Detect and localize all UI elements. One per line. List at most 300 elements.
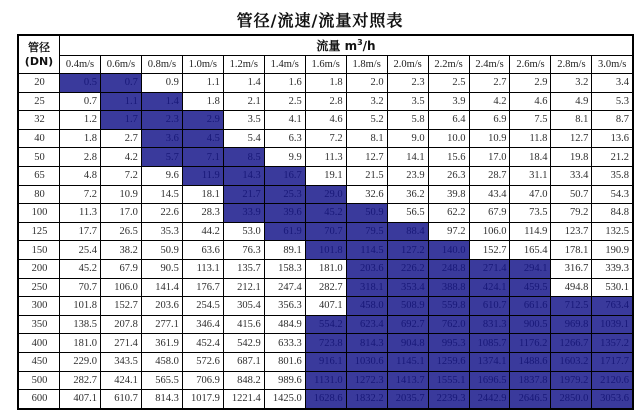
flow-value-cell: 19.8 xyxy=(551,148,592,167)
flow-value-cell: 9.0 xyxy=(387,129,428,148)
flow-value-cell: 458.0 xyxy=(346,297,387,316)
flow-value-cell: 2.1 xyxy=(223,92,264,111)
flow-value-cell: 5.2 xyxy=(346,111,387,130)
flow-value-cell: 995.3 xyxy=(428,334,469,353)
flow-value-cell: 3.4 xyxy=(592,74,633,93)
flow-value-cell: 61.9 xyxy=(264,222,305,241)
flow-value-cell: 14.5 xyxy=(141,185,182,204)
flow-value-cell: 763.4 xyxy=(592,297,633,316)
flow-value-cell: 35.8 xyxy=(592,166,633,185)
flow-value-cell: 56.5 xyxy=(387,204,428,223)
flow-value-cell: 36.2 xyxy=(387,185,428,204)
flow-value-cell: 14.3 xyxy=(223,166,264,185)
flow-value-cell: 21.5 xyxy=(346,166,387,185)
flow-value-cell: 1832.2 xyxy=(346,390,387,409)
flow-value-cell: 1628.6 xyxy=(305,390,346,409)
flow-value-cell: 39.8 xyxy=(428,185,469,204)
table-row xyxy=(18,148,633,167)
flow-value-cell: 0.5 xyxy=(60,74,101,93)
flow-value-cell: 203.6 xyxy=(141,297,182,316)
flow-value-cell: 559.8 xyxy=(428,297,469,316)
flow-value-cell: 76.3 xyxy=(223,241,264,260)
flow-value-cell: 8.7 xyxy=(592,111,633,130)
flow-rate-table xyxy=(17,34,634,410)
flow-value-cell: 1413.7 xyxy=(387,371,428,390)
flow-value-cell: 1.1 xyxy=(182,74,223,93)
flow-value-cell: 424.1 xyxy=(469,278,510,297)
flow-value-cell: 158.3 xyxy=(264,259,305,278)
flow-value-cell: 1717.7 xyxy=(592,352,633,371)
flow-value-cell: 106.0 xyxy=(469,222,510,241)
flow-value-cell: 415.6 xyxy=(223,315,264,334)
flow-value-cell: 44.2 xyxy=(182,222,223,241)
flow-value-cell: 572.6 xyxy=(182,352,223,371)
flow-value-cell: 305.4 xyxy=(223,297,264,316)
flow-value-cell: 26.3 xyxy=(428,166,469,185)
flow-value-cell: 2.9 xyxy=(510,74,551,93)
flow-value-cell: 10.9 xyxy=(100,185,141,204)
table-row xyxy=(18,74,633,93)
flow-value-cell: 3.2 xyxy=(346,92,387,111)
dn-cell: 350 xyxy=(18,315,60,334)
dn-cell: 20 xyxy=(18,74,60,93)
flow-value-cell: 3.9 xyxy=(428,92,469,111)
flow-value-cell: 687.1 xyxy=(223,352,264,371)
flow-value-cell: 339.3 xyxy=(592,259,633,278)
flow-value-cell: 4.5 xyxy=(182,129,223,148)
flow-value-cell: 70.7 xyxy=(60,278,101,297)
flow-value-cell: 67.9 xyxy=(100,259,141,278)
flow-value-cell: 7.5 xyxy=(510,111,551,130)
flow-value-cell: 106.0 xyxy=(100,278,141,297)
flow-value-cell: 2.7 xyxy=(100,129,141,148)
flow-value-cell: 814.3 xyxy=(346,334,387,353)
flow-value-cell: 1357.2 xyxy=(592,334,633,353)
flow-value-cell: 101.8 xyxy=(305,241,346,260)
flow-value-cell: 3.2 xyxy=(551,74,592,93)
flow-value-cell: 1837.8 xyxy=(510,371,551,390)
flow-value-cell: 2.8 xyxy=(60,148,101,167)
flow-value-cell: 165.4 xyxy=(510,241,551,260)
flow-unit-suffix: /h xyxy=(362,39,376,53)
flow-value-cell: 4.6 xyxy=(510,92,551,111)
flow-value-cell: 1176.2 xyxy=(510,334,551,353)
flow-value-cell: 43.4 xyxy=(469,185,510,204)
flow-value-cell: 969.8 xyxy=(551,315,592,334)
flow-value-cell: 138.5 xyxy=(60,315,101,334)
table-row xyxy=(18,166,633,185)
flow-value-cell: 6.3 xyxy=(264,129,305,148)
flow-value-cell: 356.3 xyxy=(264,297,305,316)
flow-value-cell: 610.7 xyxy=(469,297,510,316)
flow-value-cell: 5.3 xyxy=(592,92,633,111)
flow-value-cell: 316.7 xyxy=(551,259,592,278)
dn-cell: 200 xyxy=(18,259,60,278)
flow-value-cell: 2442.9 xyxy=(469,390,510,409)
flow-value-cell: 28.3 xyxy=(182,204,223,223)
flow-value-cell: 1221.4 xyxy=(223,390,264,409)
dn-cell: 150 xyxy=(18,241,60,260)
flow-value-cell: 1.8 xyxy=(182,92,223,111)
flow-value-cell: 11.3 xyxy=(60,204,101,223)
flow-value-cell: 723.8 xyxy=(305,334,346,353)
flow-value-cell: 458.0 xyxy=(141,352,182,371)
flow-value-cell: 831.3 xyxy=(469,315,510,334)
flow-value-cell: 3053.6 xyxy=(592,390,633,409)
flow-value-cell: 633.3 xyxy=(264,334,305,353)
flow-value-cell: 353.4 xyxy=(387,278,428,297)
flow-value-cell: 459.5 xyxy=(510,278,551,297)
flow-value-cell: 8.1 xyxy=(346,129,387,148)
flow-value-cell: 1555.1 xyxy=(428,371,469,390)
flow-value-cell: 5.7 xyxy=(141,148,182,167)
flow-value-cell: 542.9 xyxy=(223,334,264,353)
flow-value-cell: 3.6 xyxy=(141,129,182,148)
velocity-header: 0.6m/s xyxy=(100,56,141,74)
table-row xyxy=(18,278,633,297)
flow-value-cell: 2.7 xyxy=(469,74,510,93)
flow-value-cell: 13.6 xyxy=(592,129,633,148)
flow-value-cell: 47.0 xyxy=(510,185,551,204)
flow-unit-header-row xyxy=(18,35,633,56)
flow-value-cell: 0.7 xyxy=(60,92,101,111)
flow-value-cell: 282.7 xyxy=(60,371,101,390)
flow-value-cell: 181.0 xyxy=(60,334,101,353)
flow-value-cell: 84.8 xyxy=(592,204,633,223)
flow-value-cell: 50.9 xyxy=(141,241,182,260)
flow-value-cell: 1266.7 xyxy=(551,334,592,353)
flow-value-cell: 23.9 xyxy=(387,166,428,185)
velocity-header: 3.0m/s xyxy=(592,56,633,74)
flow-value-cell: 1425.0 xyxy=(264,390,305,409)
flow-value-cell: 0.9 xyxy=(141,74,182,93)
flow-value-cell: 33.9 xyxy=(223,204,264,223)
flow-value-cell: 50.9 xyxy=(346,204,387,223)
flow-value-cell: 916.1 xyxy=(305,352,346,371)
flow-value-cell: 762.0 xyxy=(428,315,469,334)
flow-value-cell: 2.3 xyxy=(141,111,182,130)
flow-value-cell: 15.6 xyxy=(428,148,469,167)
flow-value-cell: 127.2 xyxy=(387,241,428,260)
flow-value-cell: 361.9 xyxy=(141,334,182,353)
table-row xyxy=(18,334,633,353)
flow-value-cell: 21.2 xyxy=(592,148,633,167)
flow-value-cell: 132.5 xyxy=(592,222,633,241)
flow-value-cell: 277.1 xyxy=(141,315,182,334)
flow-value-cell: 801.6 xyxy=(264,352,305,371)
flow-value-cell: 388.8 xyxy=(428,278,469,297)
flow-value-cell: 17.0 xyxy=(100,204,141,223)
flow-value-cell: 1.4 xyxy=(223,74,264,93)
table-row xyxy=(18,222,633,241)
flow-value-cell: 88.4 xyxy=(387,222,428,241)
flow-value-cell: 25.4 xyxy=(60,241,101,260)
flow-value-cell: 904.8 xyxy=(387,334,428,353)
table-row xyxy=(18,129,633,148)
flow-value-cell: 89.1 xyxy=(264,241,305,260)
pipe-diameter-label: 管径 xyxy=(28,41,50,55)
dn-cell: 32 xyxy=(18,111,60,130)
flow-value-cell: 2120.6 xyxy=(592,371,633,390)
dn-cell: 40 xyxy=(18,129,60,148)
flow-value-cell: 7.1 xyxy=(182,148,223,167)
flow-value-cell: 101.8 xyxy=(60,297,101,316)
pipe-diameter-header xyxy=(18,35,60,74)
flow-value-cell: 45.2 xyxy=(60,259,101,278)
flow-value-cell: 53.0 xyxy=(223,222,264,241)
flow-value-cell: 424.1 xyxy=(100,371,141,390)
flow-value-cell: 4.6 xyxy=(305,111,346,130)
page-title: 管径/流速/流量对照表 xyxy=(236,11,404,30)
flow-value-cell: 18.4 xyxy=(510,148,551,167)
flow-value-cell: 2850.0 xyxy=(551,390,592,409)
table-row xyxy=(18,204,633,223)
velocity-header: 1.0m/s xyxy=(182,56,223,74)
flow-value-cell: 1488.6 xyxy=(510,352,551,371)
dn-cell: 250 xyxy=(18,278,60,297)
velocity-header: 2.4m/s xyxy=(469,56,510,74)
table-row xyxy=(18,371,633,390)
flow-value-cell: 318.1 xyxy=(346,278,387,297)
flow-value-cell: 2.0 xyxy=(346,74,387,93)
flow-value-cell: 33.4 xyxy=(551,166,592,185)
flow-value-cell: 2.5 xyxy=(264,92,305,111)
flow-value-cell: 1696.5 xyxy=(469,371,510,390)
flow-value-cell: 1030.6 xyxy=(346,352,387,371)
flow-value-cell: 11.8 xyxy=(510,129,551,148)
flow-value-cell: 178.1 xyxy=(551,241,592,260)
flow-value-cell: 565.5 xyxy=(141,371,182,390)
flow-value-cell: 114.5 xyxy=(346,241,387,260)
flow-value-cell: 7.2 xyxy=(305,129,346,148)
flow-value-cell: 706.9 xyxy=(182,371,223,390)
flow-value-cell: 1131.0 xyxy=(305,371,346,390)
dn-cell: 600 xyxy=(18,390,60,409)
velocity-header: 0.4m/s xyxy=(60,56,101,74)
flow-value-cell: 254.5 xyxy=(182,297,223,316)
flow-value-cell: 152.7 xyxy=(469,241,510,260)
dn-cell: 100 xyxy=(18,204,60,223)
flow-value-cell: 113.1 xyxy=(182,259,223,278)
flow-value-cell: 554.2 xyxy=(305,315,346,334)
velocity-header: 1.8m/s xyxy=(346,56,387,74)
flow-value-cell: 123.7 xyxy=(551,222,592,241)
flow-value-cell: 190.9 xyxy=(592,241,633,260)
flow-value-cell: 1017.9 xyxy=(182,390,223,409)
flow-value-cell: 6.4 xyxy=(428,111,469,130)
flow-value-cell: 1.8 xyxy=(305,74,346,93)
flow-value-cell: 484.9 xyxy=(264,315,305,334)
dn-cell: 25 xyxy=(18,92,60,111)
flow-value-cell: 900.5 xyxy=(510,315,551,334)
flow-unit-header xyxy=(60,35,634,56)
dn-cell: 125 xyxy=(18,222,60,241)
table-row xyxy=(18,352,633,371)
flow-value-cell: 16.7 xyxy=(264,166,305,185)
flow-value-cell: 79.2 xyxy=(551,204,592,223)
flow-value-cell: 38.2 xyxy=(100,241,141,260)
flow-value-cell: 282.7 xyxy=(305,278,346,297)
flow-value-cell: 343.5 xyxy=(100,352,141,371)
flow-value-cell: 814.3 xyxy=(141,390,182,409)
dn-cell: 500 xyxy=(18,371,60,390)
flow-unit-text: 流量 m xyxy=(316,39,358,53)
flow-value-cell: 4.1 xyxy=(264,111,305,130)
flow-value-cell: 1039.1 xyxy=(592,315,633,334)
flow-value-cell: 181.0 xyxy=(305,259,346,278)
flow-value-cell: 39.6 xyxy=(264,204,305,223)
flow-value-cell: 1085.7 xyxy=(469,334,510,353)
flow-value-cell: 10.9 xyxy=(469,129,510,148)
flow-value-cell: 21.7 xyxy=(223,185,264,204)
flow-value-cell: 7.2 xyxy=(60,185,101,204)
velocity-header-row xyxy=(18,56,633,74)
table-header xyxy=(18,35,633,74)
flow-value-cell: 212.1 xyxy=(223,278,264,297)
flow-value-cell: 692.7 xyxy=(387,315,428,334)
flow-value-cell: 8.1 xyxy=(551,111,592,130)
velocity-header: 1.4m/s xyxy=(264,56,305,74)
flow-value-cell: 2.3 xyxy=(387,74,428,93)
dn-cell: 450 xyxy=(18,352,60,371)
flow-value-cell: 203.6 xyxy=(346,259,387,278)
flow-value-cell: 407.1 xyxy=(305,297,346,316)
flow-value-cell: 1603.2 xyxy=(551,352,592,371)
flow-value-cell: 17.0 xyxy=(469,148,510,167)
flow-value-cell: 176.7 xyxy=(182,278,223,297)
velocity-header: 2.6m/s xyxy=(510,56,551,74)
flow-value-cell: 152.7 xyxy=(100,297,141,316)
flow-value-cell: 2.5 xyxy=(428,74,469,93)
flow-value-cell: 67.9 xyxy=(469,204,510,223)
flow-value-cell: 530.1 xyxy=(592,278,633,297)
velocity-header: 2.0m/s xyxy=(387,56,428,74)
flow-value-cell: 0.7 xyxy=(100,74,141,93)
pipe-diameter-unit: (DN) xyxy=(24,54,54,68)
flow-value-cell: 1.4 xyxy=(141,92,182,111)
flow-value-cell: 45.2 xyxy=(305,204,346,223)
table-body xyxy=(18,74,633,409)
flow-value-cell: 407.1 xyxy=(60,390,101,409)
dn-cell: 400 xyxy=(18,334,60,353)
flow-value-cell: 2239.3 xyxy=(428,390,469,409)
flow-value-cell: 247.4 xyxy=(264,278,305,297)
flow-value-cell: 73.5 xyxy=(510,204,551,223)
flow-value-cell: 22.6 xyxy=(141,204,182,223)
flow-value-cell: 623.4 xyxy=(346,315,387,334)
flow-value-cell: 10.0 xyxy=(428,129,469,148)
flow-value-cell: 114.9 xyxy=(510,222,551,241)
flow-value-cell: 141.4 xyxy=(141,278,182,297)
flow-value-cell: 207.8 xyxy=(100,315,141,334)
flow-value-cell: 229.0 xyxy=(60,352,101,371)
flow-value-cell: 25.3 xyxy=(264,185,305,204)
table-row xyxy=(18,390,633,409)
flow-value-cell: 989.6 xyxy=(264,371,305,390)
flow-value-cell: 1.8 xyxy=(60,129,101,148)
flow-value-cell: 6.9 xyxy=(469,111,510,130)
flow-value-cell: 140.0 xyxy=(428,241,469,260)
flow-value-cell: 494.8 xyxy=(551,278,592,297)
flow-value-cell: 1.7 xyxy=(100,111,141,130)
flow-value-cell: 135.7 xyxy=(223,259,264,278)
flow-value-cell: 11.9 xyxy=(182,166,223,185)
flow-value-cell: 50.7 xyxy=(551,185,592,204)
flow-value-cell: 11.3 xyxy=(305,148,346,167)
flow-value-cell: 226.2 xyxy=(387,259,428,278)
flow-value-cell: 848.2 xyxy=(223,371,264,390)
flow-value-cell: 31.1 xyxy=(510,166,551,185)
flow-value-cell: 9.9 xyxy=(264,148,305,167)
flow-value-cell: 508.9 xyxy=(387,297,428,316)
flow-value-cell: 4.8 xyxy=(60,166,101,185)
table-row xyxy=(18,259,633,278)
flow-value-cell: 14.1 xyxy=(387,148,428,167)
flow-value-cell: 1.1 xyxy=(100,92,141,111)
flow-value-cell: 661.6 xyxy=(510,297,551,316)
table-row xyxy=(18,315,633,334)
flow-value-cell: 18.1 xyxy=(182,185,223,204)
table-row xyxy=(18,92,633,111)
flow-value-cell: 1272.3 xyxy=(346,371,387,390)
flow-value-cell: 2646.5 xyxy=(510,390,551,409)
flow-value-cell: 1145.1 xyxy=(387,352,428,371)
flow-value-cell: 248.8 xyxy=(428,259,469,278)
flow-value-cell: 1374.1 xyxy=(469,352,510,371)
dn-cell: 50 xyxy=(18,148,60,167)
flow-value-cell: 12.7 xyxy=(346,148,387,167)
flow-value-cell: 32.6 xyxy=(346,185,387,204)
flow-value-cell: 1.6 xyxy=(264,74,305,93)
flow-value-cell: 2.8 xyxy=(305,92,346,111)
flow-value-cell: 8.5 xyxy=(223,148,264,167)
flow-value-cell: 2.9 xyxy=(182,111,223,130)
flow-value-cell: 271.4 xyxy=(100,334,141,353)
table-row xyxy=(18,185,633,204)
velocity-header: 1.2m/s xyxy=(223,56,264,74)
flow-value-cell: 3.5 xyxy=(387,92,428,111)
flow-value-cell: 63.6 xyxy=(182,241,223,260)
velocity-header: 1.6m/s xyxy=(305,56,346,74)
flow-value-cell: 79.5 xyxy=(346,222,387,241)
flow-value-cell: 1259.6 xyxy=(428,352,469,371)
dn-cell: 80 xyxy=(18,185,60,204)
flow-value-cell: 271.4 xyxy=(469,259,510,278)
flow-value-cell: 7.2 xyxy=(100,166,141,185)
flow-value-cell: 2035.7 xyxy=(387,390,428,409)
flow-value-cell: 28.7 xyxy=(469,166,510,185)
flow-value-cell: 1979.2 xyxy=(551,371,592,390)
flow-value-cell: 1.2 xyxy=(60,111,101,130)
velocity-header: 2.8m/s xyxy=(551,56,592,74)
flow-value-cell: 4.2 xyxy=(469,92,510,111)
flow-value-cell: 4.2 xyxy=(100,148,141,167)
flow-value-cell: 712.5 xyxy=(551,297,592,316)
flow-value-cell: 97.2 xyxy=(428,222,469,241)
flow-value-cell: 5.4 xyxy=(223,129,264,148)
table-row xyxy=(18,297,633,316)
flow-value-cell: 3.5 xyxy=(223,111,264,130)
flow-value-cell: 90.5 xyxy=(141,259,182,278)
flow-value-cell: 5.8 xyxy=(387,111,428,130)
flow-value-cell: 17.7 xyxy=(60,222,101,241)
flow-value-cell: 452.4 xyxy=(182,334,223,353)
flow-value-cell: 4.9 xyxy=(551,92,592,111)
flow-value-cell: 294.1 xyxy=(510,259,551,278)
velocity-header: 0.8m/s xyxy=(141,56,182,74)
velocity-header: 2.2m/s xyxy=(428,56,469,74)
dn-cell: 300 xyxy=(18,297,60,316)
